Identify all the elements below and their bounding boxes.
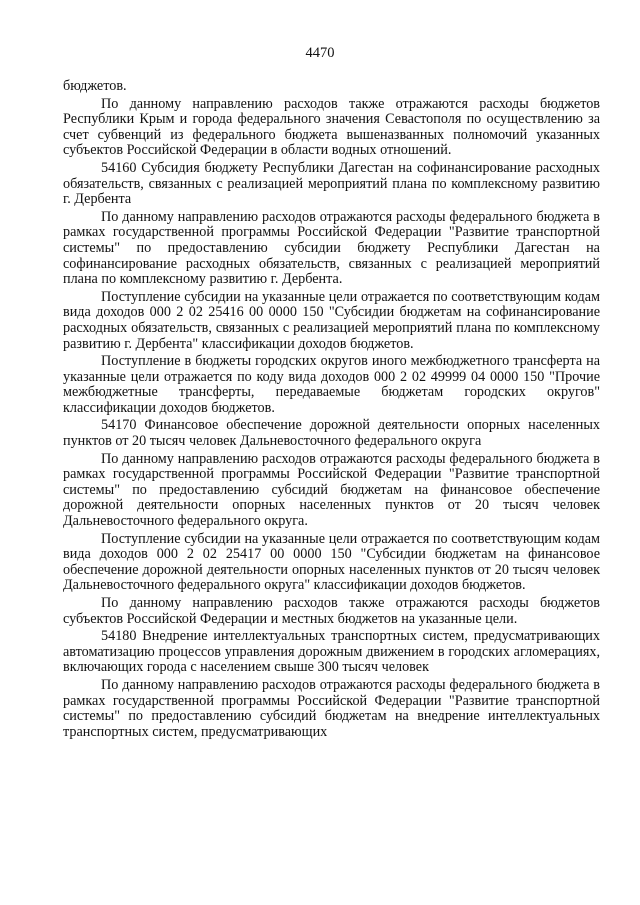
paragraph: По данному направлению расходов отражаются расходы федерального бюджета в рамках государственной программы Российской Федерации "Развитие транспортной системы" по предоставлению субсидии бюджету Республики Дагестан на софинансирование расходных обязательств, связанных с реализацией мероприятий плана по комплексному развитию г. Дербента. xyxy=(63,208,600,288)
paragraph: По данному направлению расходов отражаются расходы федерального бюджета в рамках государственной программы Российской Федерации "Развитие транспортной системы" по предоставлению субсидий бюджетам на внедрение интеллектуальных транспортных систем, предусматривающих xyxy=(63,676,600,740)
section-heading-54170: 54170 Финансовое обеспечение дорожной деятельности опорных населенных пунктов от 20 тысяч человек Дальневосточного федерального округа xyxy=(63,417,600,450)
paragraph: По данному направлению расходов отражаются расходы федерального бюджета в рамках государственной программы Российской Федерации "Развитие транспортной системы" по предоставлению субсидий бюджетам на финансовое обеспечение дорожной деятельности опорных населенных пунктов от 20 тысяч человек Дальневосточного федерального округа. xyxy=(63,450,600,530)
page-number: 4470 xyxy=(305,45,335,61)
paragraph: По данному направлению расходов также отражаются расходы бюджетов субъектов Российской Федерации и местных бюджетов на указанные цели. xyxy=(63,595,600,627)
paragraph: По данному направлению расходов также отражаются расходы бюджетов Республики Крым и города федерального значения Севастополя по осуществлению за счет субвенций из федерального бюджета вышеназванных полномочий указанных субъектов Российской Федерации в области водных отношений. xyxy=(63,95,600,159)
paragraph-continuation: бюджетов. xyxy=(63,78,127,94)
section-heading-54160: 54160 Субсидия бюджету Республики Дагестан на софинансирование расходных обязательств, связанных с реализацией мероприятий плана по комплексному развитию г. Дербента xyxy=(63,159,600,208)
paragraph: Поступление в бюджеты городских округов иного межбюджетного трансферта на указанные цели отражается по коду вида доходов 000 2 02 49999 04 0000 150 "Прочие межбюджетные трансферты, передаваемые бюджетам городских округов" классификации доходов бюджетов. xyxy=(63,353,600,416)
document-body xyxy=(63,79,600,740)
paragraph: Поступление субсидии на указанные цели отражается по соответствующим кодам вида доходов 000 2 02 25416 00 0000 150 "Субсидии бюджетам на софинансирование расходных обязательств, связанных с реализацией мероприятий плана по комплексному развитию г. Дербента" классификации доходов бюджетов. xyxy=(63,288,600,352)
paragraph: Поступление субсидии на указанные цели отражается по соответствующим кодам вида доходов 000 2 02 25417 00 0000 150 "Субсидии бюджетам на финансовое обеспечение дорожной деятельности опорных населенных пунктов от 20 тысяч человек Дальневосточного федерального округа" классификации доходов бюджетов. xyxy=(63,530,600,594)
section-heading-54180: 54180 Внедрение интеллектуальных транспортных систем, предусматривающих автоматизацию процессов управления дорожным движением в городских агломерациях, включающих города с населением свыше 300 тысяч человек xyxy=(63,628,600,676)
